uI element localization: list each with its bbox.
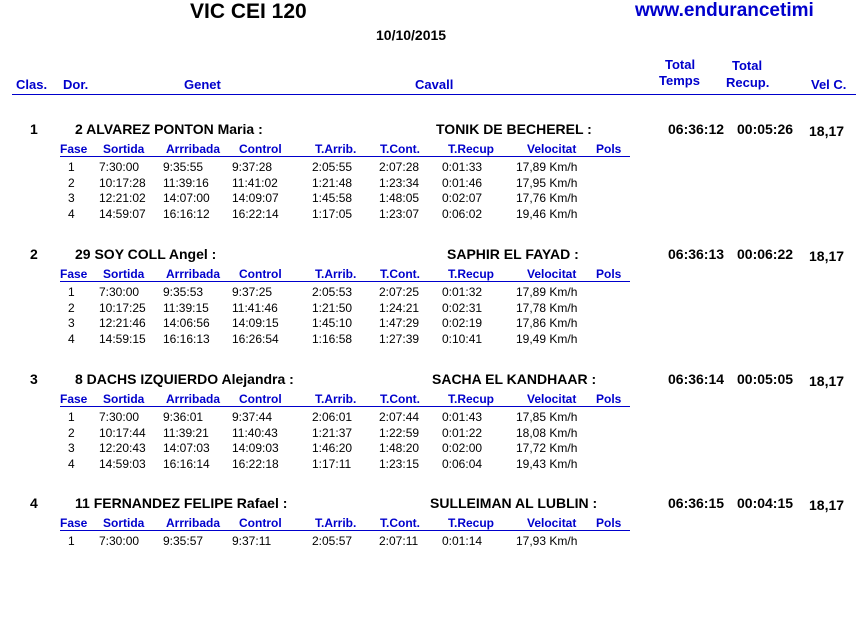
phase-cell: 16:22:14 — [232, 206, 279, 221]
rider-name: 29 SOY COLL Angel : — [75, 246, 217, 262]
col-total-recup-bottom: Recup. — [726, 75, 770, 90]
phase-cell: 0:10:41 — [442, 331, 483, 346]
rider-name: 11 FERNANDEZ FELIPE Rafael : — [75, 495, 288, 511]
phase-cell: 2 — [68, 300, 75, 315]
phase-col-pols: Pols — [596, 267, 622, 281]
phase-header-divider — [60, 281, 630, 282]
website-url[interactable]: www.endurancetimi — [635, 0, 814, 21]
phase-cell: 9:37:25 — [232, 285, 273, 299]
phase-col-fase: Fase — [60, 267, 88, 281]
result-entry — [0, 371, 856, 496]
phase-col-velocitat: Velocitat — [527, 516, 577, 530]
result-entry — [0, 121, 856, 246]
col-total-temps-bottom: Temps — [659, 73, 700, 88]
phase-cell: 14:59:03 — [99, 456, 146, 471]
phase-cell: 1:21:50 — [312, 300, 353, 315]
phase-col-pols: Pols — [596, 142, 622, 156]
phase-cell: 2 — [68, 425, 75, 440]
total-time: 06:36:13 — [668, 246, 725, 262]
phase-cell: 17,72 Km/h — [516, 441, 578, 455]
phase-cell: 0:02:00 — [442, 441, 483, 455]
phase-col-tarrib: T.Arrib. — [315, 516, 357, 530]
col-clas: Clas. — [16, 77, 48, 92]
phase-cell: 0:02:31 — [442, 300, 483, 315]
phase-col-fase: Fase — [60, 142, 88, 156]
phase-col-tcont: T.Cont. — [380, 392, 420, 406]
phase-header-divider — [60, 530, 630, 531]
phase-cell: 1:48:20 — [379, 441, 420, 455]
phase-cell: 7:30:00 — [99, 534, 140, 548]
phase-cell: 2:05:53 — [312, 285, 353, 299]
total-time: 06:36:14 — [668, 371, 725, 387]
phase-cell: 1:46:20 — [312, 441, 353, 455]
phase-cell: 1:24:21 — [379, 300, 420, 315]
phase-header-divider — [60, 406, 630, 407]
phase-cell: 1:17:05 — [312, 206, 353, 221]
phase-col-tcont: T.Cont. — [380, 516, 420, 530]
phase-cell: 10:17:44 — [99, 425, 146, 440]
phase-cell: 7:30:00 — [99, 285, 140, 299]
horse-name: TONIK DE BECHEREL : — [436, 121, 592, 137]
phase-cell: 0:01:33 — [442, 160, 483, 174]
phase-col-velocitat: Velocitat — [527, 392, 577, 406]
result-entry — [0, 495, 856, 620]
phase-col-arribada: Arrribada — [166, 267, 221, 281]
phase-cell: 2:07:28 — [379, 160, 420, 174]
header-divider — [12, 94, 856, 95]
col-vel: Vel C. — [811, 77, 847, 92]
phase-col-tarrib: T.Arrib. — [315, 267, 357, 281]
phase-cell: 1:22:59 — [379, 425, 420, 440]
total-recup: 00:05:05 — [737, 371, 794, 387]
phase-cell: 12:21:02 — [99, 191, 146, 205]
phase-cell: 11:41:46 — [232, 300, 278, 315]
rider-name: 8 DACHS IZQUIERDO Alejandra : — [75, 371, 294, 387]
phase-cell: 19,46 Km/h — [516, 206, 578, 221]
phase-cell: 9:35:57 — [163, 534, 204, 548]
phase-cell: 1:27:39 — [379, 331, 420, 346]
phase-cell: 4 — [68, 456, 75, 471]
phase-col-pols: Pols — [596, 516, 622, 530]
phase-col-control: Control — [239, 267, 282, 281]
phase-cell: 0:01:14 — [442, 534, 483, 548]
phase-col-arribada: Arrribada — [166, 392, 221, 406]
phase-cell: 17,93 Km/h — [516, 534, 578, 548]
horse-name: SACHA EL KANDHAAR : — [432, 371, 597, 387]
phase-cell: 2:07:44 — [379, 410, 420, 424]
phase-cell: 9:37:11 — [232, 534, 272, 548]
phase-col-fase: Fase — [60, 516, 88, 530]
phase-cell: 11:41:02 — [232, 175, 278, 190]
phase-col-velocitat: Velocitat — [527, 267, 577, 281]
phase-col-tarrib: T.Arrib. — [315, 392, 357, 406]
col-dor: Dor. — [63, 77, 89, 92]
phase-cell: 1:21:48 — [312, 175, 353, 190]
phase-cell: 1:23:34 — [379, 175, 420, 190]
avg-speed: 18,17 — [809, 248, 845, 264]
phase-cell: 16:22:18 — [232, 456, 279, 471]
total-recup: 00:04:15 — [737, 495, 794, 511]
phase-cell: 0:06:04 — [442, 456, 483, 471]
phase-col-arribada: Arrribada — [166, 142, 221, 156]
phase-cell: 16:16:14 — [163, 456, 210, 471]
phase-cell: 9:36:01 — [163, 410, 204, 424]
col-genet: Genet — [184, 77, 221, 92]
phase-cell: 16:16:13 — [163, 331, 210, 346]
phase-cell: 3 — [68, 441, 75, 455]
phase-cell: 18,08 Km/h — [516, 425, 578, 440]
col-cavall: Cavall — [415, 77, 454, 92]
phase-col-tcont: T.Cont. — [380, 267, 420, 281]
rank: 1 — [30, 121, 38, 137]
phase-cell: 9:35:53 — [163, 285, 204, 299]
phase-cell: 14:09:15 — [232, 316, 279, 330]
phase-col-trecup: T.Recup — [448, 392, 495, 406]
phase-cell: 11:39:15 — [163, 300, 209, 315]
phase-cell: 1:45:10 — [312, 316, 353, 330]
phase-cell: 1 — [68, 285, 75, 299]
phase-cell: 14:59:15 — [99, 331, 146, 346]
phase-cell: 1:45:58 — [312, 191, 353, 205]
col-total-temps-top: Total — [665, 57, 696, 72]
phase-cell: 7:30:00 — [99, 160, 140, 174]
phase-col-tcont: T.Cont. — [380, 142, 420, 156]
phase-cell: 0:06:02 — [442, 206, 483, 221]
phase-cell: 2:06:01 — [312, 410, 353, 424]
col-total-recup-top: Total — [732, 58, 763, 73]
phase-cell: 9:35:55 — [163, 160, 204, 174]
phase-cell: 1:47:29 — [379, 316, 420, 330]
phase-cell: 17,86 Km/h — [516, 316, 578, 330]
phase-cell: 14:07:03 — [163, 441, 210, 455]
phase-cell: 0:01:22 — [442, 425, 483, 440]
total-time: 06:36:15 — [668, 495, 725, 511]
phase-cell: 14:07:00 — [163, 191, 210, 205]
phase-col-tarrib: T.Arrib. — [315, 142, 357, 156]
phase-cell: 17,85 Km/h — [516, 410, 578, 424]
phase-cell: 1:23:15 — [379, 456, 420, 471]
phase-col-fase: Fase — [60, 392, 88, 406]
phase-cell: 1:48:05 — [379, 191, 420, 205]
phase-col-trecup: T.Recup — [448, 267, 495, 281]
phase-cell: 17,78 Km/h — [516, 300, 578, 315]
phase-cell: 14:09:07 — [232, 191, 279, 205]
phase-cell: 3 — [68, 191, 75, 205]
phase-cell: 14:06:56 — [163, 316, 210, 330]
phase-cell: 1 — [68, 534, 75, 548]
phase-col-control: Control — [239, 142, 282, 156]
phase-cell: 1:23:07 — [379, 206, 420, 221]
avg-speed: 18,17 — [809, 497, 845, 513]
phase-cell: 11:40:43 — [232, 425, 278, 440]
phase-cell: 1:16:58 — [312, 331, 353, 346]
result-entry — [0, 246, 856, 371]
phase-cell: 19,49 Km/h — [516, 331, 578, 346]
phase-cell: 0:02:07 — [442, 191, 483, 205]
phase-col-sortida: Sortida — [103, 267, 145, 281]
rider-name: 2 ALVAREZ PONTON Maria : — [75, 121, 263, 137]
phase-header-divider — [60, 156, 630, 157]
phase-cell: 2 — [68, 175, 75, 190]
rank: 3 — [30, 371, 38, 387]
phase-cell: 2:07:25 — [379, 285, 420, 299]
phase-col-arribada: Arrribada — [166, 516, 221, 530]
phase-cell: 10:17:28 — [99, 175, 146, 190]
phase-cell: 9:37:28 — [232, 160, 273, 174]
phase-col-control: Control — [239, 516, 282, 530]
phase-cell: 1 — [68, 410, 75, 424]
phase-cell: 14:09:03 — [232, 441, 279, 455]
phase-cell: 1 — [68, 160, 75, 174]
phase-col-sortida: Sortida — [103, 516, 145, 530]
phase-cell: 7:30:00 — [99, 410, 140, 424]
phase-col-trecup: T.Recup — [448, 142, 495, 156]
phase-cell: 14:59:07 — [99, 206, 146, 221]
phase-cell: 9:37:44 — [232, 410, 273, 424]
phase-col-sortida: Sortida — [103, 392, 145, 406]
phase-col-velocitat: Velocitat — [527, 142, 577, 156]
phase-cell: 0:01:43 — [442, 410, 483, 424]
phase-cell: 2:07:11 — [379, 534, 419, 548]
phase-cell: 1:17:11 — [312, 456, 352, 471]
total-time: 06:36:12 — [668, 121, 725, 137]
phase-cell: 19,43 Km/h — [516, 456, 578, 471]
phase-cell: 17,89 Km/h — [516, 160, 578, 174]
total-recup: 00:06:22 — [737, 246, 794, 262]
phase-cell: 16:26:54 — [232, 331, 279, 346]
phase-cell: 17,89 Km/h — [516, 285, 578, 299]
phase-cell: 0:01:32 — [442, 285, 483, 299]
phase-cell: 0:01:46 — [442, 175, 483, 190]
rank: 4 — [30, 495, 38, 511]
total-recup: 00:05:26 — [737, 121, 794, 137]
phase-cell: 3 — [68, 316, 75, 330]
phase-cell: 16:16:12 — [163, 206, 210, 221]
rank: 2 — [30, 246, 38, 262]
phase-cell: 12:20:43 — [99, 441, 146, 455]
horse-name: SULLEIMAN AL LUBLIN : — [430, 495, 598, 511]
phase-col-trecup: T.Recup — [448, 516, 495, 530]
phase-cell: 11:39:16 — [163, 175, 209, 190]
phase-cell: 4 — [68, 331, 75, 346]
phase-cell: 12:21:46 — [99, 316, 146, 330]
phase-cell: 2:05:55 — [312, 160, 353, 174]
phase-col-pols: Pols — [596, 392, 622, 406]
page-title: VIC CEI 120 — [190, 0, 307, 23]
phase-cell: 1:21:37 — [312, 425, 353, 440]
event-date: 10/10/2015 — [376, 27, 447, 43]
phase-cell: 11:39:21 — [163, 425, 209, 440]
phase-cell: 2:05:57 — [312, 534, 353, 548]
phase-cell: 4 — [68, 206, 75, 221]
horse-name: SAPHIR EL FAYAD : — [447, 246, 579, 262]
avg-speed: 18,17 — [809, 123, 845, 139]
phase-cell: 10:17:25 — [99, 300, 146, 315]
phase-cell: 17,95 Km/h — [516, 175, 578, 190]
phase-col-sortida: Sortida — [103, 142, 145, 156]
avg-speed: 18,17 — [809, 373, 845, 389]
phase-cell: 17,76 Km/h — [516, 191, 578, 205]
phase-col-control: Control — [239, 392, 282, 406]
phase-cell: 0:02:19 — [442, 316, 483, 330]
